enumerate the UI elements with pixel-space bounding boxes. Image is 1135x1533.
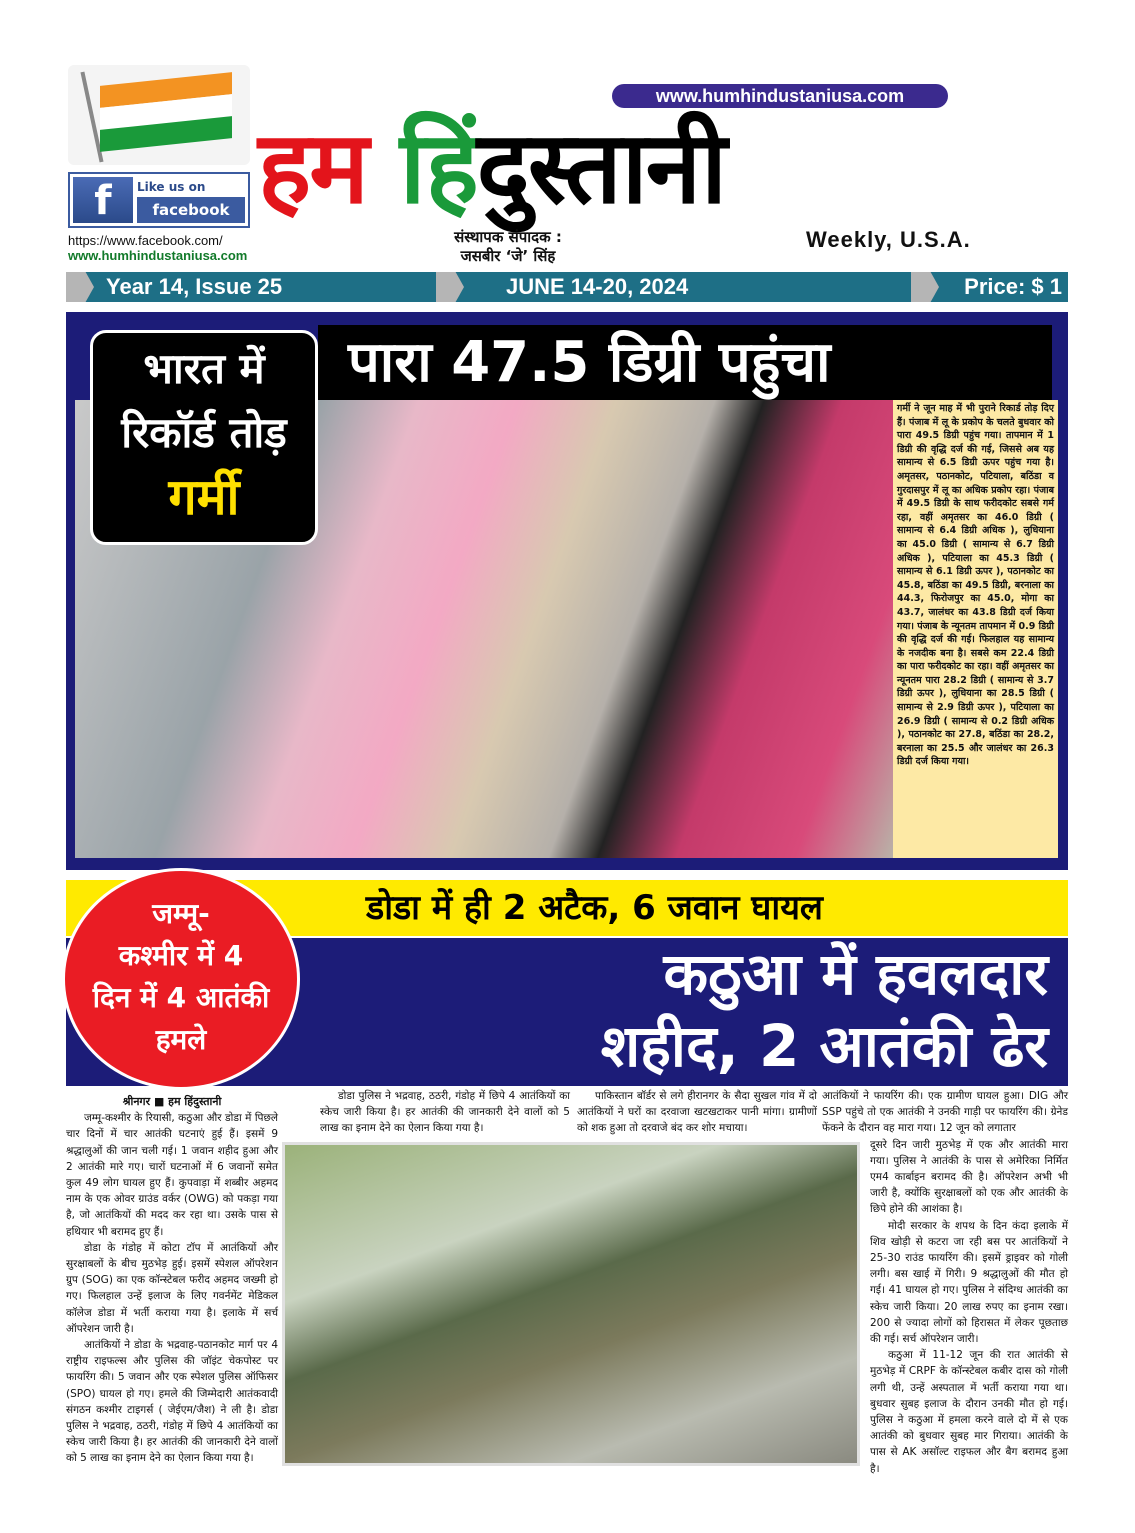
facebook-icon: f xyxy=(73,177,133,223)
paragraph: कठुआ में 11-12 जून की रात आतंकी से मुठभेड़ में CRPF के कॉन्स्टेबल कबीर दास को गोली लगी थी, उन्हें अस्पताल में भर्ती कराया गया था। बुधवार सुबह इलाज के दौरान उनकी मौत हो गई। पुलिस ने कठुआ में हमला करने वाले दो में से एक आतंकी को बुधवार सुबह मार गिराया। आतंकी के पास से AK असॉल्ट राइफल और बैग बरामद हुआ है। xyxy=(870,1349,1068,1475)
terror-subhead: डोडा में ही 2 अटैक, 6 जवान घायल xyxy=(66,880,1068,936)
masthead-part1: हम xyxy=(258,109,400,226)
circle-line: कश्मीर में 4 xyxy=(118,939,244,972)
paragraph: पाकिस्तान बॉर्डर से लगे हीरानगर के सैदा सुखल गांव में दो आतंकियों ने घरों का दरवाजा खटखटाकर पानी मांगा। ग्रामीणों को शक हुआ तो दरवाजे बंद कर शोर मचाया। xyxy=(577,1090,817,1135)
heat-tag-box xyxy=(90,330,318,545)
issue-bar xyxy=(66,272,1068,302)
tag-line-2: रिकॉर्ड तोड़ xyxy=(121,408,287,457)
paragraph: जम्मू-कश्मीर के रियासी, कठुआ और डोडा में पिछले चार दिनों में चार आतंकी घटनाएं हुई हैं। इसमें 9 श्रद्धालुओं की जान चली गई। 1 जवान शहीद हुआ और 2 आतंकी मारे गए। चारों घटनाओं में 6 जवानों समेत कुल 49 लोग घायल हुए हैं। कुपवाड़ा में शब्बीर अहमद नाम के एक ओवर ग्राउंड वर्कर (OWG) को पकड़ा गया है, जो आतंकियों की मदद कर रहा था। उसके पास से हथियार भी बरामद हुए हैं। xyxy=(66,1112,278,1238)
editor-name: जसबीर ‘जे’ सिंह xyxy=(460,247,556,265)
terror-column-1 xyxy=(66,1094,278,1467)
editor-credit xyxy=(408,228,608,266)
issue-price: Price: $ 1 xyxy=(911,272,1068,302)
site-url[interactable]: www.humhindustaniusa.com xyxy=(68,248,248,263)
circle-line: हमले xyxy=(155,1023,207,1056)
like-us-label: Like us on xyxy=(137,180,206,194)
terror-column-3 xyxy=(577,1088,817,1137)
tag-line-1: भारत में xyxy=(143,344,265,393)
terror-column-4-lower xyxy=(870,1137,1068,1477)
issue-date: JUNE 14-20, 2024 xyxy=(436,272,911,302)
soldiers-photo xyxy=(282,1142,860,1466)
terror-circle-badge xyxy=(62,868,300,1090)
circle-line: जम्मू- xyxy=(152,897,210,930)
url-block xyxy=(68,233,247,263)
editor-label: संस्थापक संपादक : xyxy=(454,228,562,246)
tag-line-3: गर्मी xyxy=(168,468,240,526)
headline-line-2: शहीद, 2 आतंकी ढेर xyxy=(600,1012,1048,1080)
paragraph: आतंकियों ने फायरिंग की। एक ग्रामीण घायल हुआ। DIG और SSP पहुंचे तो एक आतंकी ने उनकी गाड़ी पर फायरिंग की। ग्रेनेड फेंकने के दौरान वह मारा गया। 12 जून को लगातार xyxy=(822,1090,1068,1135)
masthead-part2: हिं xyxy=(399,109,477,226)
india-flag-logo xyxy=(68,65,250,165)
heat-headline: पारा 47.5 डिग्री पहुंचा xyxy=(318,325,1052,400)
facebook-url[interactable]: https://www.facebook.com/ xyxy=(68,233,223,248)
masthead-part3: दुस्तानी xyxy=(476,109,726,226)
headline-line-1: कठुआ में हवलदार xyxy=(663,940,1048,1008)
circle-line: दिन में 4 आतंकी xyxy=(92,981,270,1014)
weekly-label: Weekly, U.S.A. xyxy=(806,227,971,252)
terror-column-2 xyxy=(320,1088,570,1137)
paragraph: दूसरे दिन जारी मुठभेड़ में एक और आतंकी मारा गया। पुलिस ने आतंकी के पास से अमेरिका निर्मित एम4 कार्बाइन बरामद की है। ऑपरेशन अभी भी जारी है, क्योंकि सुरक्षाबलों को एक और आतंकी के छिपे होने की आशंका है। xyxy=(870,1138,1068,1216)
facebook-like-badge[interactable] xyxy=(68,172,250,228)
masthead-title xyxy=(258,109,1058,226)
issue-number: Year 14, Issue 25 xyxy=(66,272,436,302)
heat-story-body: गर्मी ने जून माह में भी पुराने रिकार्ड तोड़ दिए हैं। पंजाब में लू के प्रकोप के चलते बुधवार को पारा 49.5 डिग्री पहुंच गया। तापमान में 1 डिग्री की वृद्धि दर्ज की गई, जिससे अब यह सामान्य से 6.5 डिग्री ऊपर पहुंच गया है। अमृतसर, पठानकोट, पटियाला, बठिंडा व गुरदासपुर में लू का अधिक प्रकोप रहा। पंजाब में 49.5 डिग्री के साथ फरीदकोट सबसे गर्म रहा, वहीं अमृतसर का 46.0 डिग्री ( सामान्य से 6.4 डिग्री अधिक ), लुधियाना का 45.0 डिग्री ( सामान्य से 6.7 डिग्री अधिक ), पटियाला का 45.3 डिग्री ( सामान्य से 6.1 डिग्री ऊपर ), पठानकोट का 45.8, बठिंडा का 49.5 डिग्री, बरनाला का 44.3, फिरोजपुर का 45.0, मोगा का 43.7, जालंधर का 43.8 डिग्री दर्ज किया गया। पंजाब के न्यूनतम तापमान में 0.9 डिग्री की वृद्धि दर्ज की गई। फिलहाल यह सामान्य के नजदीक बना है। सबसे कम 22.4 डिग्री का पारा फरीदकोट का रहा। वहीं अमृतसर का न्यूनतम पारा 28.2 डिग्री ( सामान्य से 3.7 डिग्री ऊपर ), लुधियाना का 28.5 डिग्री ( सामान्य से 2.9 डिग्री ऊपर ), पटियाला का 26.9 डिग्री ( सामान्य से 0.2 डिग्री अधिक ), पठानकोट का 27.8, बठिंडा का 28.2, बरनाला का 25.5 और जालंधर का 26.3 डिग्री दर्ज किया गया। xyxy=(893,400,1058,858)
facebook-label: facebook xyxy=(137,197,245,223)
paragraph: मोदी सरकार के शपथ के दिन कंदा इलाके में शिव खोड़ी से कटरा जा रही बस पर आतंकियों ने 25-30 राउंड फायरिंग की। इसमें ड्राइवर को गोली लगी। बस खाई में गिरी। 9 श्रद्धालुओं की मौत हो गई। 41 घायल हो गए। पुलिस ने संदिग्ध आतंकी का स्केच जारी किया। 20 लाख रुपए का इनाम रखा। 200 से ज्यादा लोगों को हिरासत में लेकर पूछताछ की गई। सर्च ऑपरेशन जारी। xyxy=(870,1219,1068,1346)
paragraph: आतंकियों ने डोडा के भद्रवाह-पठानकोट मार्ग पर 4 राष्ट्रीय राइफल्स और पुलिस की जॉइंट चेकपोस्ट पर फायरिंग की। 5 जवान और एक स्पेशल पुलिस ऑफिसर (SPO) घायल हो गए। हमले की जिम्मेदारी आतंकवादी संगठन कश्मीर टाइगर्स ( जेईएम/जैश) ने ली है। डोडा पुलिस ने भद्रवाह, ठठरी, गंडोह में छिपे 4 आतंकियों का स्केच जारी किया है। हर आतंकी की जानकारी देने वालों को 5 लाख का इनाम देने का ऐलान किया गया है। xyxy=(66,1339,278,1465)
paragraph: डोडा के गंडोह में कोटा टॉप में आतंकियों और सुरक्षाबलों के बीच मुठभेड़ हुई। इसमें स्पेशल ऑपरेशन ग्रुप (SOG) का एक कॉन्स्टेबल फरीद अहमद जख्मी हो गए। फिलहाल उन्हें इलाज के लिए गवर्नमेंट मेडिकल कॉलेज डोडा में भर्ती कराया गया है। इलाके में सर्च ऑपरेशन जारी है। xyxy=(66,1241,278,1335)
paragraph: डोडा पुलिस ने भद्रवाह, ठठरी, गंडोह में छिपे 4 आतंकियों का स्केच जारी किया है। हर आतंकी की जानकारी देने वालों को 5 लाख का इनाम देने का ऐलान किया गया है। xyxy=(320,1090,570,1135)
dateline: श्रीनगर ■ हम हिंदुस्तानी xyxy=(122,1095,222,1108)
terror-column-4 xyxy=(822,1088,1068,1477)
website-pill[interactable]: www.humhindustaniusa.com xyxy=(612,84,948,108)
